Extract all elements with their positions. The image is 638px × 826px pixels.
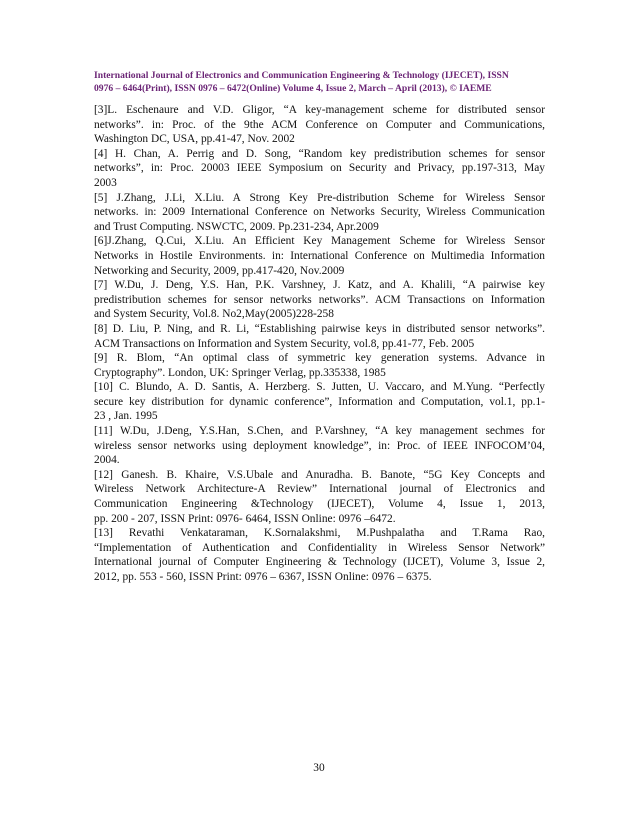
reference-entry	[94, 103, 545, 147]
reference-line: 2003	[94, 176, 117, 189]
reference-entry	[94, 424, 545, 468]
reference-line: wireless sensor networks using deployment knowledge”, in: Proc. of IEEE INFOCOM’04,	[94, 439, 545, 452]
reference-line: networks”. in: Proc. of the 9the ACM Conference on Computer and Communications,	[94, 118, 545, 131]
reference-line: predistribution schemes for sensor networks networks”. ACM Transactions on Information	[94, 293, 545, 306]
reference-line: ACM Transactions on Information and System Security, vol.8, pp.41-77, Feb. 2005	[94, 337, 475, 350]
reference-line: [6]J.Zhang, Q.Cui, X.Liu. An Efficient Key Management Scheme for Wireless Sensor	[94, 235, 545, 248]
reference-entry	[94, 526, 545, 584]
journal-header-line-2: 0976 – 6464(Print), ISSN 0976 – 6472(Online) Volume 4, Issue 2, March – April (2013), © IAEME	[94, 82, 492, 94]
reference-line: pp. 200 - 207, ISSN Print: 0976- 6464, ISSN Online: 0976 –6472.	[94, 512, 396, 525]
reference-line: secure key distribution for dynamic conference”, Information and Computation, vol.1, pp.1-	[94, 395, 545, 408]
reference-entry	[94, 322, 545, 351]
reference-line: [7] W.Du, J. Deng, Y.S. Han, P.K. Varshney, J. Katz, and A. Khalili, “A pairwise key	[94, 279, 545, 292]
reference-line: Communication Engineering &Technology (IJECET), Volume 4, Issue 1, 2013,	[94, 498, 545, 511]
reference-line: networks. in: 2009 International Conference on Networks Security, Wireless Communication	[94, 206, 545, 219]
journal-header	[94, 70, 544, 95]
reference-line: networks”, in: Proc. 20003 IEEE Symposium on Security and Privacy, pp.197-313, May	[94, 162, 545, 175]
reference-line: [5] J.Zhang, J.Li, X.Liu. A Strong Key Pre-distribution Scheme for Wireless Sensor	[94, 191, 545, 204]
reference-line: [4] H. Chan, A. Perrig and D. Song, “Random key predistribution schemes for sensor	[94, 147, 545, 160]
reference-line: “Implementation of Authentication and Confidentiality in Wireless Sensor Network”	[94, 541, 545, 554]
reference-entry	[94, 147, 545, 191]
reference-line: 23 , Jan. 1995	[94, 410, 158, 423]
reference-line: [9] R. Blom, “An optimal class of symmetric key generation systems. Advance in	[94, 352, 545, 365]
journal-header-line-1: International Journal of Electronics and Communication Engineering & Technology (IJECET), ISSN	[94, 70, 509, 81]
reference-line: Cryptography”. London, UK: Springer Verlag, pp.335338, 1985	[94, 366, 386, 379]
reference-line: [3]L. Eschenaure and V.D. Gligor, “A key-management scheme for distributed sensor	[94, 104, 545, 116]
reference-line: International journal of Computer Engineering & Technology (IJCET), Volume 3, Issue 2,	[94, 556, 545, 569]
reference-line: 2012, pp. 553 - 560, ISSN Print: 0976 – 6367, ISSN Online: 0976 – 6375.	[94, 571, 432, 583]
reference-entry	[94, 351, 545, 380]
reference-entry	[94, 278, 545, 322]
reference-list	[94, 103, 545, 585]
reference-line: Networking and Security, 2009, pp.417-420, Nov.2009	[94, 264, 345, 277]
reference-line: Washington DC, USA, pp.41-47, Nov. 2002	[94, 133, 295, 146]
page-number: 30	[313, 762, 325, 774]
reference-line: and Trust Computing. NSWCTC, 2009. Pp.231-234, Apr.2009	[94, 220, 379, 233]
reference-line: [11] W.Du, J.Deng, Y.S.Han, S.Chen, and P.Varshney, “A key management sechmes for	[94, 425, 545, 438]
reference-line: [13] Revathi Venkataraman, K.Sornalakshmi, M.Pushpalatha and T.Rama Rao,	[94, 527, 545, 540]
reference-entry	[94, 234, 545, 278]
reference-line: [10] C. Blundo, A. D. Santis, A. Herzberg. S. Jutten, U. Vaccaro, and M.Yung. “Perfectly	[94, 381, 545, 394]
reference-entry	[94, 380, 545, 424]
reference-entry	[94, 468, 545, 526]
reference-line: Networks in Hostile Environments. in: International Conference on Multimedia Information	[94, 249, 545, 262]
reference-line: Wireless Network Architecture-A Review” International journal of Electronics and	[94, 483, 545, 496]
reference-entry	[94, 191, 545, 235]
reference-line: and System Security, Vol.8. No2,May(2005)228-258	[94, 308, 334, 321]
reference-line: 2004.	[94, 454, 120, 467]
reference-line: [8] D. Liu, P. Ning, and R. Li, “Establishing pairwise keys in distributed sensor networks”.	[94, 322, 545, 335]
reference-line: [12] Ganesh. B. Khaire, V.S.Ubale and Anuradha. B. Banote, “5G Key Concepts and	[94, 468, 545, 481]
